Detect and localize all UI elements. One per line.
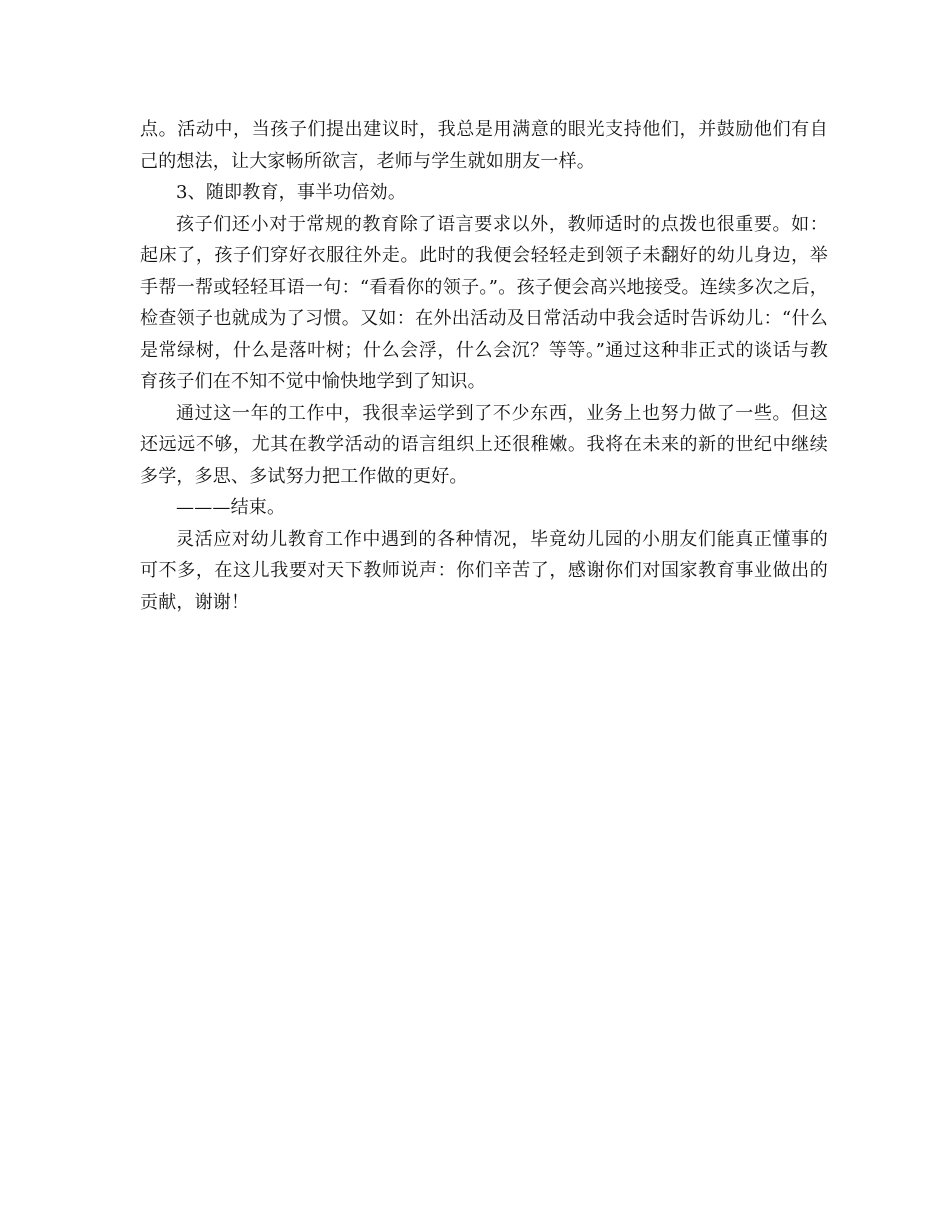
paragraph-heading-3: 3、随即教育，事半功倍効。 — [176, 182, 407, 203]
paragraph-closing-thanks: 灵活应对幼儿教育工作中遇到的各种情况，毕竟幼儿园的小朋友们能真正懂事的可不多，在这儿我要对天下教师说声：你们辛苦了，感谢你们对国家教育事业做出的贡献，谢谢！ — [140, 528, 828, 613]
paragraph-ending: ———结束。 — [176, 497, 286, 518]
paragraph-routine-education: 孩子们还小对于常规的教育除了语言要求以外，教师适时的点拨也很重要。如：起床了，孩子们穿好衣服往外走。此时的我便会轻轻走到领子未翻好的幼儿身边，举手帮一帮或轻轻耳语一句：“看看你的领子。”。孩子便会高兴地接受。连续多次之后，检查领子也就成为了习惯。又如：在外出活动及日常活动中我会适时告诉幼儿：“什么是常绿树，什么是落叶树；什么会浮，什么会沉？等等。”通过这种非正式的谈话与教育孩子们在不知不觉中愉快地学到了知识。 — [140, 213, 828, 392]
document-body — [140, 114, 828, 618]
paragraph-continuation: 点。活动中，当孩子们提出建议时，我总是用满意的眼光支持他们，并鼓励他们有自己的想法，让大家畅所欲言，老师与学生就如朋友一样。 — [140, 119, 828, 172]
paragraph-year-summary: 通过这一年的工作中，我很幸运学到了不少东西，业务上也努力做了一些。但这还远远不够，尤其在教学活动的语言组织上还很稚嫩。我将在未来的新的世纪中继续多学，多思、多试努力把工作做的更好。 — [140, 402, 828, 487]
